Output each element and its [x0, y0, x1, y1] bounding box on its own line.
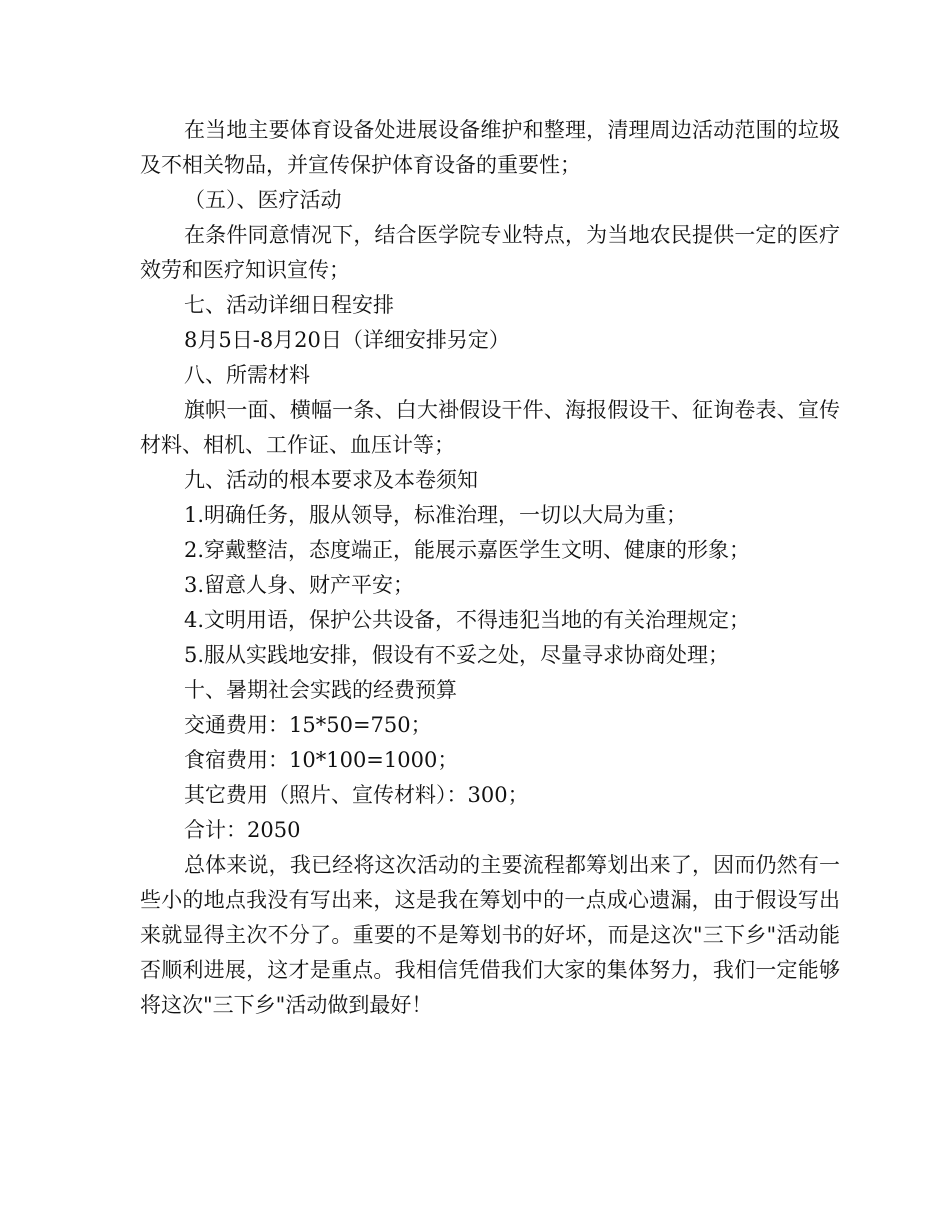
paragraph-medical-service: 在条件同意情况下，结合医学院专业特点，为当地农民提供一定的医疗效劳和医疗知识宣传； — [140, 223, 840, 282]
paragraph-materials-list: 旗帜一面、横幅一条、白大褂假设干件、海报假设干、征询卷表、宣传材料、相机、工作证、血压计等； — [140, 398, 840, 457]
requirement-item-4: 4.文明用语，保护公共设备，不得违犯当地的有关治理规定； — [184, 608, 751, 632]
requirement-item-3: 3.留意人身、财产平安； — [184, 573, 415, 597]
heading-budget: 十、暑期社会实践的经费预算 — [184, 678, 457, 702]
budget-transport: 交通费用：15*50=750； — [184, 713, 432, 737]
budget-other: 其它费用（照片、宣传材料）：300； — [184, 783, 529, 807]
paragraph-conclusion: 总体来说，我已经将这次活动的主要流程都筹划出来了，因而仍然有一些小的地点我没有写出来，这是我在筹划中的一点成心遗漏，由于假设写出来就显得主次不分了。重要的不是筹划书的好坏，而是这次"三下乡"活动能否顺利进展，这才是重点。我相信凭借我们大家的集体努力，我们一定能够将这次"三下乡"活动做到最好！ — [140, 853, 840, 1017]
requirement-item-5: 5.服从实践地安排，假设有不妥之处，尽量寻求协商处理； — [184, 643, 730, 667]
heading-schedule: 七、活动详细日程安排 — [184, 293, 394, 317]
heading-materials: 八、所需材料 — [184, 363, 310, 387]
schedule-dates: 8月5日-8月20日（详细安排另定） — [184, 328, 510, 352]
paragraph-sports-equipment: 在当地主要体育设备处进展设备维护和整理，清理周边活动范围的垃圾及不相关物品，并宣传保护体育设备的重要性； — [140, 118, 840, 177]
requirement-item-1: 1.明确任务，服从领导，标准治理，一切以大局为重； — [184, 503, 688, 527]
requirement-item-2: 2.穿戴整洁，态度端正，能展示嘉医学生文明、健康的形象； — [184, 538, 751, 562]
heading-requirements: 九、活动的根本要求及本卷须知 — [184, 468, 478, 492]
budget-total: 合计：2050 — [184, 818, 301, 842]
document-body — [140, 113, 840, 1023]
budget-lodging: 食宿费用：10*100=1000； — [184, 748, 459, 772]
heading-medical-activity: （五）、医疗活动 — [184, 188, 342, 212]
